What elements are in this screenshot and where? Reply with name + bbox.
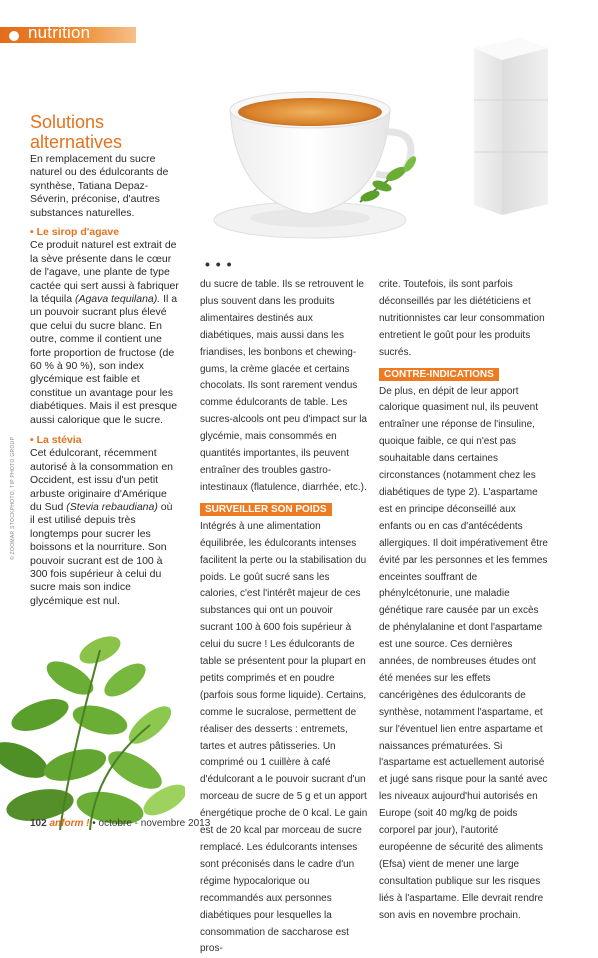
agave-heading: • Le sirop d'agave — [30, 226, 120, 238]
right-paragraph-1: crite. Toutefois, ils sont parfois déconseillés par les diététiciens et nutritionnistes car leur consommation entretient le goût pour les produits sucrés. — [379, 279, 545, 358]
stevia-plant-image — [0, 620, 185, 830]
article-title: Solutions alternatives — [30, 112, 123, 152]
banner-contre-indications: CONTRE-INDICATIONS — [379, 368, 499, 381]
section-title: nutrition — [28, 23, 91, 42]
agave-latin-name: (Agava tequilana). — [74, 293, 161, 306]
bullet-icon — [9, 31, 19, 41]
page-number: 102 — [30, 818, 47, 829]
agave-text: Ce produit naturel est extrait de la sève présente dans le cœur de l'agave, une plante de type cactée qui sert aussi à fabriquer la téquila — [30, 239, 179, 306]
tea-cup-image — [210, 82, 430, 242]
middle-column — [200, 277, 368, 958]
stevia-text: Cet édulcorant, récemment autorisé à la consommation en Occident, est issu d'un petit arbuste originaire d'Amérique du Sud — [30, 447, 173, 514]
agave-text-cont: Il a un pouvoir sucrant plus élevé que celui du sucre blanc. En outre, comme il contient une forte proportion de fructose (de 60 % à 90 %), son index glycémique est faible et constitue un avantage pour les diabétiques. Mais il est presque aussi calorique que le sucre. — [30, 293, 178, 426]
continuation-dots: • • • — [205, 256, 233, 272]
magazine-brand: anform ! — [49, 818, 90, 829]
right-column — [379, 277, 549, 925]
middle-paragraph-1: du sucre de table. Ils se retrouvent le plus souvent dans les produits alimentaires destinés aux diabétiques, mais aussi dans les friandises, les bonbons et chewing-gums, la crème glacée et certains chocolats. Ils sont rarement vendus comme édulcorants de table. Les sucres-alcools ont peu d'impact sur la glycémie, mais consommés en quantités importantes, ils peuvent entraîner des troubles gastro-intestinaux (flatulence, diarrhée, etc.). — [200, 279, 367, 493]
stevia-section — [30, 434, 180, 608]
intro-paragraph: En remplacement du sucre naturel ou des édulcorants de synthèse, Tatiana Depaz-Séverin, préconise, d'autres substances naturelles. — [30, 153, 169, 219]
stevia-latin-name: (Stevia rebaudiana) — [66, 501, 158, 514]
agave-section — [30, 226, 180, 427]
page-footer — [30, 818, 210, 829]
stevia-text-cont: où il est utilisé depuis très longtemps pour sucrer les boissons et la nourriture. Son pouvoir sucrant est de 100 à 300 fois supérieur à celui du sucre mais son indice glycémique est nul. — [30, 501, 173, 607]
sugar-cubes-image — [430, 20, 598, 235]
photo-credit: © ZOOMAR STOCKPHOTO, TIP PHOTO GROUP — [10, 436, 16, 560]
issue-date: • octobre - novembre 2013 — [92, 818, 211, 829]
stevia-heading: • La stévia — [30, 434, 82, 446]
middle-paragraph-2: Intégrés à une alimentation équilibrée, les édulcorants intenses facilitent la perte ou la stabilisation du poids. Le goût sucré sans les calories, c'est l'intérêt majeur de ces substances qui ont un pouvoir sucrant 100 à 600 fois supérieur à celui du sucre ! Les édulcorants de table se présentent pour la plupart en petits comprimés et en poudre (parfois sous forme liquide). Certains, comme le sucralose, permettent de réaliser des desserts : entremets, tartes et autres pâtisseries. Un comprimé ou 1 cuillère à café d'édulcorant a le pouvoir sucrant d'un morceau de sucre de 5 g et un apport énergétique proche de 0 kcal. Le gain est de 20 kcal par morceau de sucre remplacé. Les édulcorants intenses sont préconisés dans le cadre d'un régime hypocalorique ou recommandés aux personnes diabétiques pour lesquelles la consommation de saccharose est pros- — [200, 520, 368, 955]
right-paragraph-2: De plus, en dépit de leur apport calorique quasiment nul, ils peuvent entraîner une réponse de l'insuline, quoique faible, ce qui n'est pas souhaitable dans certaines circonstances (notamment chez les diabétiques de type 2). L'aspartame est en principe déconseillé aux enfants ou en cas d'antécédents allergiques. Il doit impérativement être évité par les personnes et les femmes enceintes souffrant de phénylcétonurie, une maladie génétique rare causée par un excès de phénylalanine et dont l'aspartame est une source. Ces dernières années, de nombreuses études ont été menées sur les effets cancérigènes des édulcorants de synthèse, notamment l'aspartame, et sur l'éventuel lien entre aspartame et naissances prématurées. Si l'aspartame est actuellement autorisé et jugé sans risque pour la santé avec les niveaux aujourd'hui autorisés en Europe (soit 40 mg/kg de poids corporel par jour), l'autorité européenne de sécurité des aliments (Efsa) vient de mener une large consultation publique sur les risques liés à l'aspartame. Elle devrait rendre son avis en novembre prochain. — [379, 385, 548, 921]
banner-surveiller-son-poids: SURVEILLER SON POIDS — [200, 503, 332, 516]
